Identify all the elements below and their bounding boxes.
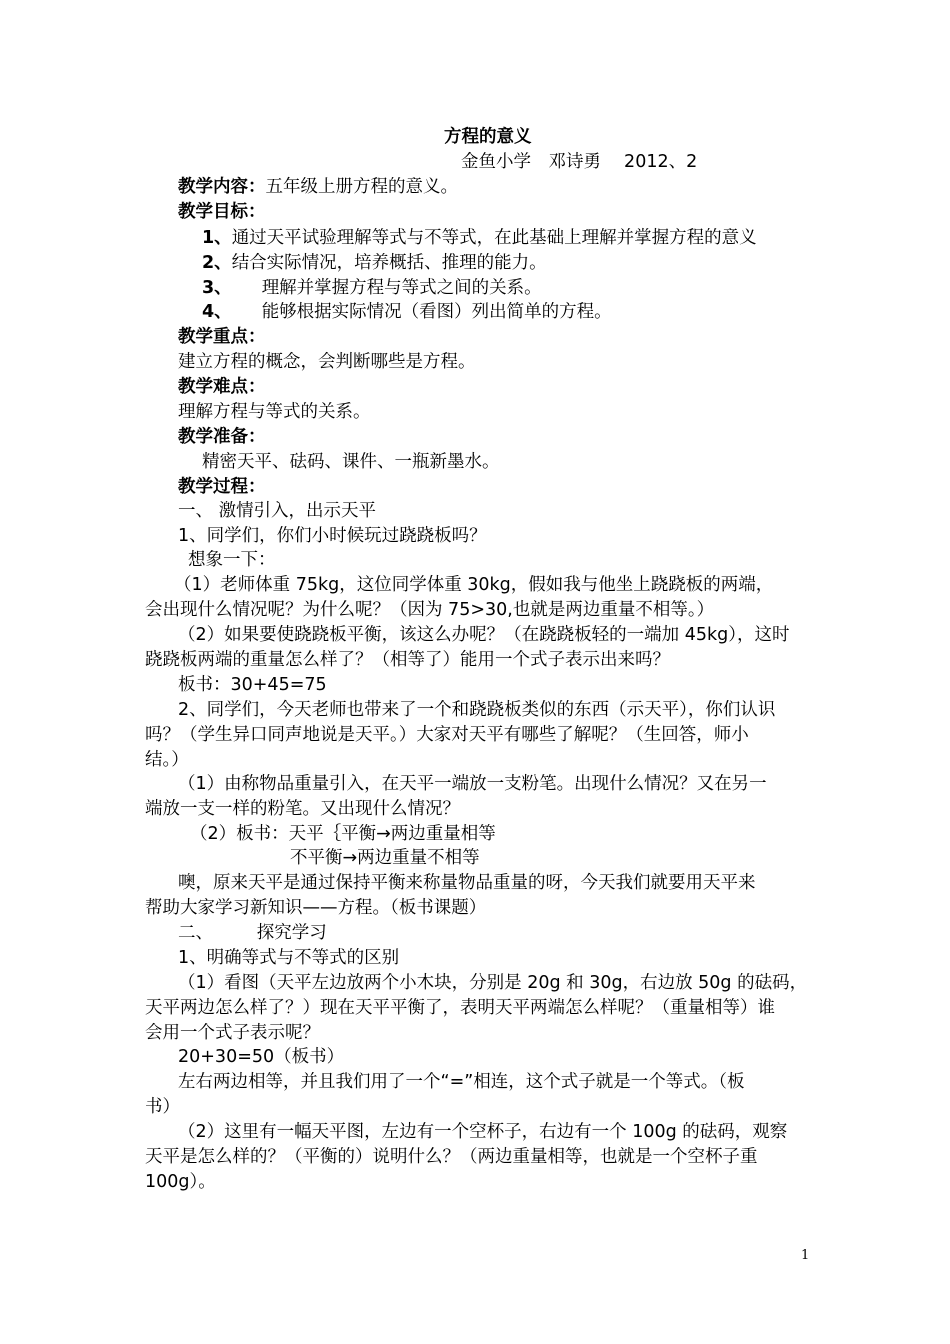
goal-text: 能够根据实际情况（看图）列出简单的方程。 [261, 302, 612, 322]
difficulty-label: 教学难点： [178, 377, 266, 397]
prep-label: 教学准备： [178, 427, 266, 447]
body-line: 帮助大家学习新知识——方程。（板书课题） [145, 898, 487, 918]
goal-num: 3、 [202, 278, 232, 298]
section-heading-1: 一、 激情引入，出示天平 [178, 501, 377, 521]
board-note: 20+30=50（板书） [178, 1047, 345, 1067]
body-line: 2、同学们，今天老师也带来了一个和跷跷板类似的东西（示天平），你们认识 [178, 700, 776, 720]
goals-label: 教学目标： [178, 202, 266, 222]
body-line: （1）由称物品重量引入，在天平一端放一支粉笔。出现什么情况？又在另一 [178, 774, 767, 794]
body-line: 天平两边怎么样了？）现在天平平衡了，表明天平两端怎么样呢？（重量相等）谁 [145, 998, 775, 1018]
body-line: 吗？（学生异口同声地说是天平。）大家对天平有哪些了解呢？（生回答，师小 [145, 725, 749, 745]
goal-num: 2、 [202, 253, 232, 273]
body-line: 左右两边相等，并且我们用了一个“=”相连，这个式子就是一个等式。（板 [178, 1072, 745, 1092]
difficulty-text: 理解方程与等式的关系。 [178, 402, 371, 422]
body-line: 1、同学们，你们小时候玩过跷跷板吗？ [178, 526, 487, 546]
body-line: 想象一下： [188, 550, 276, 570]
content-text: 五年级上册方程的意义。 [265, 177, 458, 197]
doc-title: 方程的意义 [444, 127, 532, 147]
body-line: 1、明确等式与不等式的区别 [178, 948, 400, 968]
body-line: 书） [145, 1097, 180, 1117]
body-line: 噢，原来天平是通过保持平衡来称量物品重量的呀，今天我们就要用天平来 [178, 873, 756, 893]
body-line: 结。） [145, 750, 189, 770]
goal-num: 1、 [202, 228, 232, 248]
key-label: 教学重点： [178, 327, 266, 347]
body-line: 会用一个式子表示呢？ [145, 1023, 320, 1043]
process-label: 教学过程： [178, 477, 266, 497]
page-number: 1 [801, 1248, 810, 1263]
body-line: （1）老师体重 75kg，这位同学体重 30kg，假如我与他坐上跷跷板的两端， [174, 575, 774, 595]
goal-text: 理解并掌握方程与等式之间的关系。 [261, 278, 542, 298]
prep-text: 精密天平、砝码、课件、一瓶新墨水。 [202, 452, 500, 472]
goal-item-4 [202, 300, 612, 324]
body-line: 会出现什么情况呢？为什么呢？（因为 75>30,也就是两边重量不相等。） [145, 600, 715, 620]
goal-item-3 [202, 276, 542, 300]
goal-item-2 [202, 251, 547, 275]
body-line: （2）如果要使跷跷板平衡，该这么办呢？（在跷跷板轻的一端加 45kg），这时 [178, 625, 790, 645]
key-text: 建立方程的概念，会判断哪些是方程。 [178, 352, 476, 372]
doc-byline: 金鱼小学 邓诗勇 2012、2 [461, 152, 698, 172]
goal-item-1 [202, 226, 757, 250]
section-heading-2: 二、 探究学习 [178, 923, 327, 943]
body-line: 端放一支一样的粉笔。又出现什么情况？ [145, 799, 460, 819]
goal-text: 通过天平试验理解等式与不等式，在此基础上理解并掌握方程的意义 [231, 228, 757, 248]
content-line [178, 175, 458, 199]
body-line: 天平是怎么样的？（平衡的）说明什么？（两边重量相等，也就是一个空杯子重 [145, 1147, 758, 1167]
body-line: （2）这里有一幅天平图，左边有一个空杯子，右边有一个 100g 的砝码，观察 [178, 1122, 788, 1142]
board-note: 不平衡→两边重量不相等 [290, 848, 480, 868]
goal-text: 结合实际情况，培养概括、推理的能力。 [231, 253, 547, 273]
body-line: 跷跷板两端的重量怎么样了？（相等了）能用一个式子表示出来吗？ [145, 650, 670, 670]
body-line: （1）看图（天平左边放两个小木块，分别是 20g 和 30g，右边放 50g 的砝码， [178, 973, 808, 993]
body-line: 100g）。 [145, 1172, 216, 1192]
goal-num: 4、 [202, 302, 232, 322]
content-label: 教学内容： [178, 177, 266, 197]
board-note: 板书：30+45=75 [178, 675, 327, 695]
board-note: （2）板书：天平｛平衡→两边重量相等 [190, 824, 496, 844]
